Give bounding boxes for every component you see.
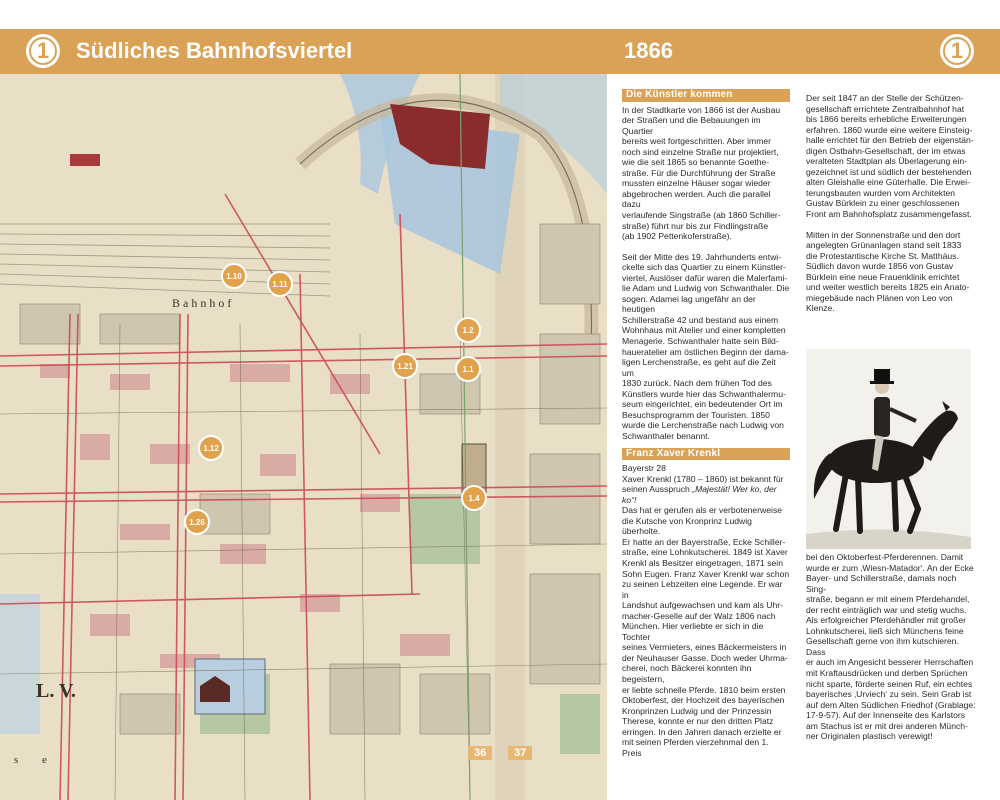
paragraph-krenkl bbox=[622, 474, 790, 759]
map-label-s: s bbox=[14, 754, 19, 766]
paragraph: In der Stadtkarte von 1866 ist der Ausbau der Straßen und die Bebauungen im Quartier bereits weit fortgeschritten. Aber immer noch sind einzelne Straße nur projektiert, wie die seit 1865 so benannte Goethe- straße. Für die Durchführung der Straße mussten einzelne Häuser sogar wieder abgebrochen werden. Auch die parallel dazu verlaufende Singstraße (ab 1860 Schiller- straße) führt nur bis zur Findlingstraße (ab 1902 Pettenkoferstraße). bbox=[622, 104, 781, 242]
map-marker: 1.10 bbox=[221, 263, 247, 289]
page-number-right: 37 bbox=[508, 746, 532, 760]
map-marker: 1.4 bbox=[461, 485, 487, 511]
paragraph: Seit der Mitte des 19. Jahrhunderts entwi- ckelte sich das Quartier zu einem Künstler- viertel, Auslöser dafür waren die Malerfami- lie Adam und Ludwig von Schwanthaler. Die sogen. Adamei lag ungefähr an der heutigen Schillerstraße 42 und bestand aus einem Wohnhaus mit Atelier und einer kompletten Menagerie. Schwanthaler hatte sein Bild- haueratelier am östlichen Beginn der dama- ligen Lerchenstraße, es geht auf die Zeit um 1830 zurück. Nach dem frühen Tod des Künstlers wurde hier das Schwanthalermu- seum eingerichtet, ein bedeutender Ort im Besuchsprogramm der Touristen. 1850 wurde die Lerchenstraße nach Ludwig von Schwanthaler benannt. bbox=[622, 251, 790, 441]
map-marker: 1.2 bbox=[455, 317, 481, 343]
map-marker: 1.26 bbox=[184, 509, 210, 535]
year-title: 1866 bbox=[624, 38, 673, 63]
map-drawing bbox=[0, 74, 607, 800]
page-number-left: 36 bbox=[468, 746, 492, 760]
text-column-1 bbox=[622, 89, 790, 758]
paragraph-text: Xaver Krenkl (1780 – 1860) ist bekannt für seinen Ausspruch bbox=[622, 473, 784, 495]
address-line: Bayerstr 28 bbox=[622, 463, 666, 474]
map-marker: 1.1 bbox=[455, 356, 481, 382]
horse-rider-icon bbox=[806, 349, 971, 549]
paragraph: bei den Oktoberfest-Pferderennen. Damit wurde er zum ‚Wiesn-Matador‘. An der Ecke Bayer- und Schillerstraße, damals noch Sing- straße, begann er mit einem Pferdehandel, der recht einträglich war und stetig wuchs. Als erfolgreicher Pferdehändler mit großer Lohnkutscherei, ließ sich Münchens feine Gesellschaft gerne von ihm kutschieren. Dass er auch im Angesicht besserer Herrschaften mit Kraftausdrücken und derben Sprüchen nicht sparte, förderte seinen Ruf, ein echtes bayerisches ‚Urviech‘ zu sein. Sein Grab ist auf dem Alten Südlichen Friedhof (Grablage: 17-9-57). Auf der Innenseite des Karlstors am Stachus ist er mit drei anderen Münch- ner Originalen plastisch verewigt! bbox=[806, 552, 976, 742]
paragraph: Der seit 1847 an der Stelle der Schützen- gesellschaft errichtete Zentralbahnhof hat bis 1866 bereits erhebliche Erweiterungen erfahren. 1860 wurde eine weitere Einsteig- halle errichtet für den Betrieb der eigenstän- digen Ostbahn-Gesellschaft, der im etwas veralteten Stadtplan als Überlagerung ein- gezeichnet ist und südlich der bestehenden alten Gleishalle eine Güterhalle. Die Erwei- terungsbauten wurden vom Architekten Gustav Bürklein zu einer geschlossenen Front am Bahnhofsplatz zusammengefasst. bbox=[806, 93, 974, 220]
paragraph: Mitten in der Sonnenstraße und den dort angelegten Grünanlagen stand seit 1833 die Protestantische Kirche St. Matthäus. Südlich davon wurde 1856 von Gustav Bürklein eine neue Frauenklinik errichtet und weiter westlich bereits 1825 ein Anato- miegebäude nach Plänen von Leo von Klenze. bbox=[806, 229, 970, 314]
page-title: Südliches Bahnhofsviertel bbox=[76, 38, 353, 63]
map-marker: 1.11 bbox=[267, 271, 293, 297]
text-column-2 bbox=[806, 93, 978, 324]
map-label-bahnhof: Bahnhof bbox=[172, 296, 235, 310]
historic-map bbox=[0, 74, 607, 800]
section-heading-kuenstler: Die Künstler kommen bbox=[622, 89, 790, 102]
chapter-number-right: 1 bbox=[943, 37, 971, 65]
text-column-2-lower bbox=[806, 552, 978, 752]
paragraph-text: Das hat er gerufen als er verbotenerweise die Kutsche von Kronprinz Ludwig überholte. Er hatte an der Bayerstraße, Ecke Schiller- straße, eine Lohnkutscherei. 1849 ist Xaver Krenkl als Besitzer eingetragen, 1871 sein Sohn Eugen. Franz Xaver Krenkl war schon zu seinen Lebzeiten eine Legende. Er war in Landshut aufgewachsen und kam als Uhr- macher-Geselle auf der Walz 1806 nach München. Hier verliebte er sich in die Tochter seines Vermieters, eines Bäckermeisters in der Neuhauser Gasse. Doch weder Uhrma- cherei, noch Bäckerei konnten ihn begeistern, er liebte schnelle Pferde. 1810 beim ersten Oktoberfest, der Hochzeit des bayerischen Kronprinzen Ludwig und der Prinzessin Therese, konnte er nur den dritten Platz erringen. In den Jahren danach erzielte er mit seinen Pferden vierzehnmal den 1. Preis bbox=[622, 505, 790, 758]
map-label-lv: L. V. bbox=[36, 680, 76, 702]
chapter-number-left: 1 bbox=[29, 37, 57, 65]
krenkl-rider-illustration bbox=[806, 349, 971, 549]
section-heading-krenkl: Franz Xaver Krenkl bbox=[622, 448, 790, 461]
quote: „Majestät! Wer ko, der ko“! bbox=[622, 484, 777, 505]
chapter-badge-left bbox=[26, 34, 60, 68]
map-label-e: e bbox=[42, 754, 47, 766]
chapter-badge-right bbox=[940, 34, 974, 68]
map-marker: 1.12 bbox=[198, 435, 224, 461]
map-marker: 1.21 bbox=[392, 353, 418, 379]
